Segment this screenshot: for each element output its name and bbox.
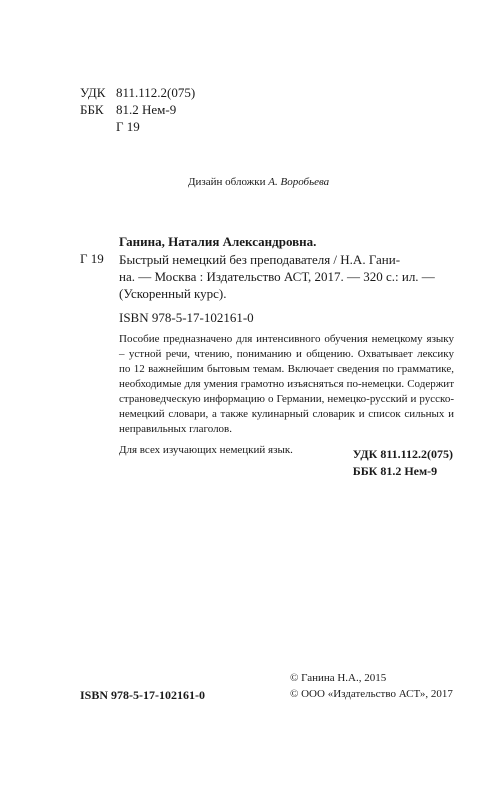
catalog-entry [80, 233, 454, 458]
bib-line: Быстрый немецкий без преподавателя / Н.А. Гани- [119, 252, 401, 267]
bbk-row [80, 101, 195, 118]
entry-audience: Для всех изучающих немецкий язык. [119, 444, 293, 456]
udc-value: 811.112.2(075) [116, 85, 196, 100]
bottom-classification-codes [353, 446, 453, 480]
bottom-udc: УДК 811.112.2(075) [352, 447, 453, 461]
entry-bibliographic-description [119, 251, 454, 302]
entry-annotation: Пособие предназначено для интенсивного обучения немецкому языку – устной речи, чтению, пониманию и общению. Охватывает лексику по 12 важнейшим бытовым темам. Включает сведения по грамматике, необходимые для умения грамотно изъясняться по-немецки. Содержит страноведческую информацию о Германии, немецко-русский и русско-немецкий словари, а также кулинарный словарик и список сильных и неправильных глаголов. [119, 333, 454, 435]
bbk-label: ББК [80, 102, 104, 117]
designer-name: А. Воробьева [268, 176, 330, 188]
design-prefix: Дизайн обложки [188, 176, 269, 188]
udc-label: УДК [80, 85, 106, 100]
cover-design-credit [188, 176, 329, 188]
copyright-author: © Ганина Н.А., 2015 [290, 672, 387, 684]
classification-codes [80, 84, 195, 135]
author-mark: Г 19 [116, 119, 140, 134]
author-mark-row [80, 118, 195, 135]
entry-author: Ганина, Наталия Александровна. [119, 234, 317, 249]
copyright-block [290, 670, 453, 702]
entry-isbn: ISBN 978-5-17-102161-0 [119, 310, 254, 325]
bib-line: (Ускоренный курс). [119, 286, 227, 301]
bbk-value: 81.2 Нем-9 [116, 102, 177, 117]
copyright-publisher: © ООО «Издательство АСТ», 2017 [290, 688, 453, 700]
udc-row [80, 84, 195, 101]
bottom-bbk: ББК 81.2 Нем-9 [352, 464, 438, 478]
entry-author-mark: Г 19 [80, 251, 104, 266]
bottom-isbn: ISBN 978-5-17-102161-0 [80, 688, 205, 702]
bib-line: на. — Москва : Издательство АСТ, 2017. — 320 с.: ил. — [119, 269, 435, 284]
